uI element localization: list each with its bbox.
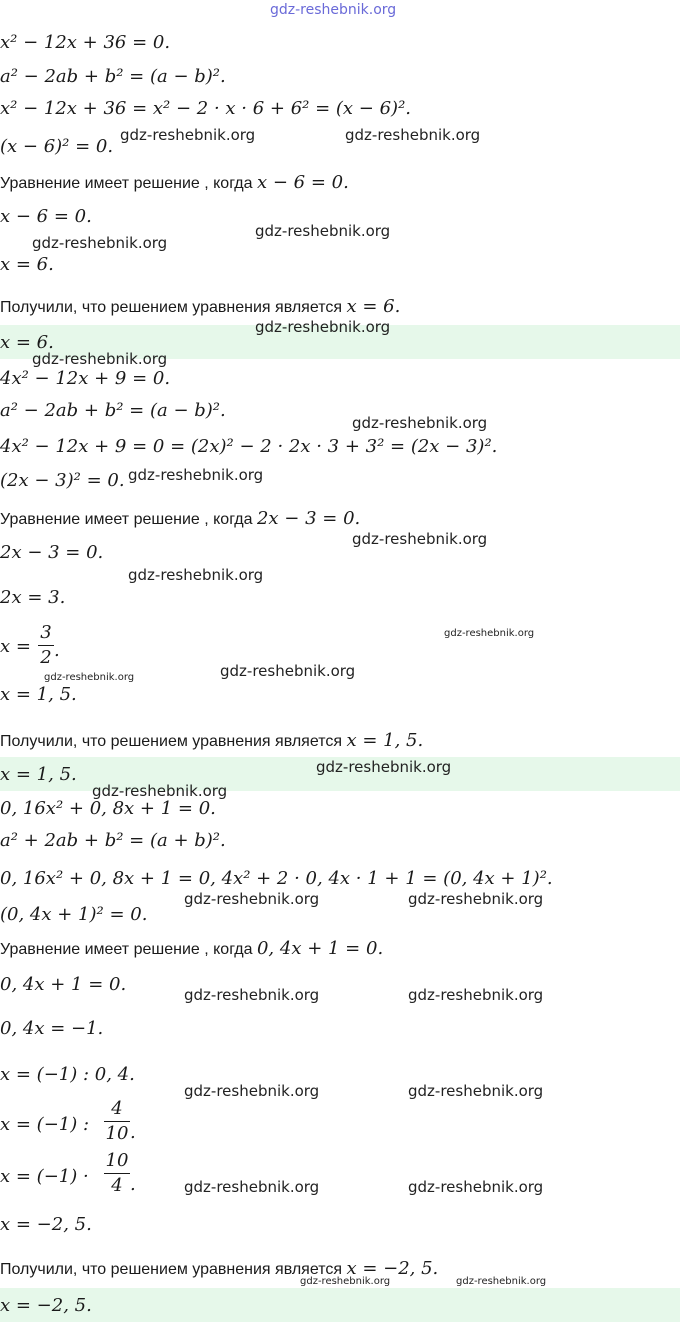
p1-equation: x² − 12x + 36 = 0. [0, 32, 171, 53]
p2-fraction-num: 3 [40, 622, 52, 643]
p3-fraction2-prefix: x = (−1) · [0, 1166, 89, 1187]
p3-fraction1-prefix: x = (−1) : [0, 1114, 90, 1135]
p3-condition-text: Уравнение имеет решение , когда [0, 941, 257, 958]
watermark: gdz-reshebnik.org [444, 628, 535, 639]
p1-expansion: x² − 12x + 36 = x² − 2 · x · 6 + 6² = (x − 6)². [0, 98, 412, 119]
p2-square-form: (2x − 3)² = 0. [0, 470, 125, 491]
p1-conclusion [0, 296, 400, 319]
p2-fraction-den: 2 [40, 647, 52, 668]
watermark: gdz-reshebnik.org [220, 662, 356, 680]
watermark: gdz-reshebnik.org [456, 1276, 547, 1287]
watermark: gdz-reshebnik.org [255, 318, 391, 336]
p3-identity: a² + 2ab + b² = (a + b)². [0, 830, 226, 851]
p2-equation: 4x² − 12x + 9 = 0. [0, 368, 171, 389]
watermark: gdz-reshebnik.org [184, 1178, 320, 1196]
p2-decimal: x = 1, 5. [0, 684, 77, 705]
p3-step1: 0, 4x + 1 = 0. [0, 974, 127, 995]
watermark: gdz-reshebnik.org [408, 1178, 544, 1196]
watermark: gdz-reshebnik.org [408, 986, 544, 1004]
p2-condition [0, 508, 360, 531]
p1-conclusion-text: Получили, что решением уравнения является [0, 299, 347, 316]
watermark: gdz-reshebnik.org [128, 566, 264, 584]
p1-square-form: (x − 6)² = 0. [0, 136, 114, 157]
watermark: gdz-reshebnik.org [184, 986, 320, 1004]
watermark: gdz-reshebnik.org [92, 782, 228, 800]
p3-answer: x = −2, 5. [0, 1295, 92, 1316]
watermark: gdz-reshebnik.org [352, 530, 488, 548]
watermark: gdz-reshebnik.org [352, 414, 488, 432]
answer-highlight-3 [0, 1288, 680, 1322]
p2-fraction-suffix: . [54, 640, 60, 661]
p2-condition-math: 2x − 3 = 0. [256, 508, 361, 529]
watermark: gdz-reshebnik.org [120, 126, 256, 144]
p3-step3: x = (−1) : 0, 4. [0, 1064, 135, 1085]
p2-fraction [38, 622, 54, 669]
watermark: gdz-reshebnik.org [184, 890, 320, 908]
p2-step1: 2x − 3 = 0. [0, 542, 104, 563]
p3-fraction2-den: 4 [111, 1175, 123, 1196]
p1-condition-math: x − 6 = 0. [256, 172, 349, 193]
p3-condition-math: 0, 4x + 1 = 0. [256, 938, 384, 959]
p2-fraction-prefix: x = [0, 636, 31, 657]
p3-fraction2-num: 10 [105, 1150, 129, 1171]
p3-expansion: 0, 16x² + 0, 8x + 1 = 0, 4x² + 2 · 0, 4x · 1 + 1 = (0, 4x + 1)². [0, 868, 553, 889]
p1-identity: a² − 2ab + b² = (a − b)². [0, 66, 226, 87]
watermark: gdz-reshebnik.org [32, 234, 168, 252]
watermark: gdz-reshebnik.org [128, 466, 264, 484]
p3-equation: 0, 16x² + 0, 8x + 1 = 0. [0, 798, 216, 819]
p3-conclusion-text: Получили, что решением уравнения является [0, 1261, 347, 1278]
p2-conclusion-text: Получили, что решением уравнения является [0, 733, 347, 750]
watermark: gdz-reshebnik.org [300, 1276, 391, 1287]
p3-fraction2-suffix: . [130, 1174, 136, 1195]
watermark: gdz-reshebnik.org [408, 890, 544, 908]
p3-step2: 0, 4x = −1. [0, 1018, 104, 1039]
p1-condition [0, 172, 349, 195]
p3-decimal: x = −2, 5. [0, 1214, 92, 1235]
p1-condition-text: Уравнение имеет решение , когда [0, 175, 257, 192]
watermark: gdz-reshebnik.org [255, 222, 391, 240]
p3-fraction1-den: 10 [105, 1123, 129, 1144]
p2-step2: 2x = 3. [0, 587, 66, 608]
p2-identity: a² − 2ab + b² = (a − b)². [0, 400, 226, 421]
watermark: gdz-reshebnik.org [345, 126, 481, 144]
p2-answer: x = 1, 5. [0, 764, 77, 785]
p3-fraction2 [104, 1150, 130, 1197]
p3-fraction1 [104, 1098, 130, 1145]
p1-step1: x − 6 = 0. [0, 206, 92, 227]
p1-answer: x = 6. [0, 332, 54, 353]
watermark: gdz-reshebnik.org [316, 758, 452, 776]
p3-square-form: (0, 4x + 1)² = 0. [0, 904, 148, 925]
p3-conclusion-math: x = −2, 5. [346, 1258, 439, 1279]
fraction-bar [38, 645, 54, 646]
fraction-bar [104, 1121, 130, 1122]
p3-fraction1-suffix: . [130, 1122, 136, 1143]
watermark: gdz-reshebnik.org [32, 350, 168, 368]
watermark: gdz-reshebnik.org [184, 1082, 320, 1100]
p1-conclusion-math: x = 6. [346, 296, 401, 317]
p3-fraction1-num: 4 [111, 1098, 123, 1119]
p2-conclusion [0, 730, 423, 753]
p1-step2: x = 6. [0, 254, 54, 275]
p2-expansion: 4x² − 12x + 9 = 0 = (2x)² − 2 · 2x · 3 + 3² = (2x − 3)². [0, 436, 498, 457]
p2-conclusion-math: x = 1, 5. [346, 730, 424, 751]
watermark: gdz-reshebnik.org [408, 1082, 544, 1100]
p2-condition-text: Уравнение имеет решение , когда [0, 511, 257, 528]
p3-condition [0, 938, 383, 961]
fraction-bar [104, 1173, 130, 1174]
watermark: gdz-reshebnik.org [44, 672, 135, 683]
watermark: gdz-reshebnik.org [270, 2, 397, 18]
